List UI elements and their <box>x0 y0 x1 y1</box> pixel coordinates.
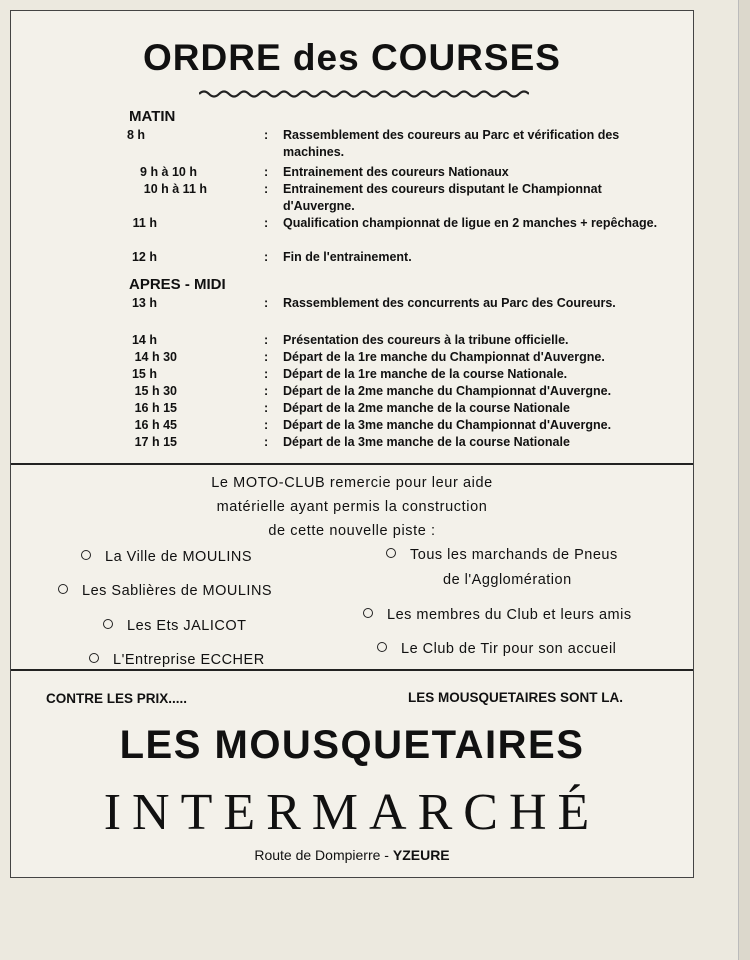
circle-bullet-icon <box>103 619 113 629</box>
afternoon-heading: APRES - MIDI <box>129 276 226 293</box>
sponsor-label: La Ville de MOULINS <box>105 549 253 565</box>
schedule-description: Rassemblement des coureurs au Parc et vérification des machines. <box>283 128 620 159</box>
schedule-description: Départ de la 1re manche de la course Nationale. <box>283 367 568 381</box>
sponsor-item <box>81 545 252 569</box>
page-title: ORDRE des COURSES <box>143 37 561 78</box>
thanks-line: Le MOTO-CLUB remercie pour leur aide <box>211 475 493 491</box>
sponsor-label: L'Entreprise ECCHER <box>113 652 265 668</box>
schedule-time: 10 h à 11 h <box>143 182 207 196</box>
schedule-colon: : <box>264 296 269 310</box>
program-page <box>10 10 694 878</box>
schedule-colon: : <box>264 182 269 196</box>
schedule-colon: : <box>264 350 269 364</box>
schedule-description: Départ de la 2me manche du Championnat d'Auvergne. <box>283 384 612 398</box>
schedule-time: 15 h <box>131 367 157 381</box>
schedule-colon: : <box>264 216 269 230</box>
address-street: Route de Dompierre - <box>254 847 393 863</box>
schedule-colon: : <box>264 435 269 449</box>
sponsor-label: Tous les marchands de Pneus <box>410 547 618 563</box>
schedule-colon: : <box>264 418 269 432</box>
schedule-colon: : <box>264 384 269 398</box>
schedule-time: 9 h à 10 h <box>140 165 197 179</box>
sponsor-label-continued: de l'Agglomération <box>443 572 572 588</box>
circle-bullet-icon <box>58 584 68 594</box>
sponsor-item <box>363 603 632 627</box>
circle-bullet-icon <box>377 642 387 652</box>
schedule-time: 12 h <box>131 250 157 264</box>
race-schedule <box>11 11 693 461</box>
address-town: YZEURE <box>392 847 450 863</box>
schedule-description: Rassemblement des concurrents au Parc des Coureurs. <box>283 296 616 310</box>
circle-bullet-icon <box>363 608 373 618</box>
store-address <box>11 847 693 863</box>
schedule-description: Entrainement des coureurs disputant le Championnat d'Auvergne. <box>283 182 602 213</box>
schedule-description: Départ de la 3me manche du Championnat d'Auvergne. <box>283 418 612 432</box>
schedule-time: 11 h <box>132 216 157 230</box>
schedule-description: Départ de la 1re manche du Championnat d'Auvergne. <box>283 350 605 364</box>
schedule-colon: : <box>264 333 269 347</box>
sponsor-label: Les Ets JALICOT <box>127 618 247 634</box>
schedule-description: Départ de la 3me manche de la course Nationale <box>283 435 570 449</box>
circle-bullet-icon <box>386 548 396 558</box>
sponsor-label: Les membres du Club et leurs amis <box>387 607 632 623</box>
thanks-line: de cette nouvelle piste : <box>268 523 436 539</box>
schedule-description: Qualification championnat de ligue en 2 manches + repêchage. <box>283 216 658 230</box>
section-divider <box>11 463 693 465</box>
circle-bullet-icon <box>81 550 91 560</box>
morning-heading: MATIN <box>129 108 176 125</box>
schedule-time: 14 h 30 <box>134 350 177 364</box>
section-divider <box>11 669 693 671</box>
schedule-time: 13 h <box>131 296 157 310</box>
sponsor-label: Le Club de Tir pour son accueil <box>401 641 617 657</box>
right-page-edge <box>738 0 750 960</box>
sponsor-item <box>58 579 272 603</box>
ad-slogan-left: CONTRE LES PRIX..... <box>46 691 188 706</box>
thanks-line: matérielle ayant permis la construction <box>216 499 488 515</box>
schedule-description: Entrainement des coureurs Nationaux <box>283 165 509 179</box>
sponsor-item <box>103 614 247 638</box>
schedule-time: 15 h 30 <box>134 384 177 398</box>
schedule-colon: : <box>264 250 269 264</box>
schedule-description: Présentation des coureurs à la tribune officielle. <box>283 333 569 347</box>
schedule-time: 14 h <box>131 333 157 347</box>
schedule-colon: : <box>264 367 269 381</box>
schedule-time: 16 h 15 <box>134 401 177 415</box>
schedule-time: 17 h 15 <box>134 435 177 449</box>
sponsor-item <box>377 637 616 661</box>
sponsor-item <box>386 543 618 567</box>
schedule-description: Fin de l'entrainement. <box>283 250 412 264</box>
schedule-colon: : <box>264 401 269 415</box>
brand-name: LES MOUSQUETAIRES <box>119 723 585 767</box>
ad-slogan-right: LES MOUSQUETAIRES SONT LA. <box>408 690 624 705</box>
circle-bullet-icon <box>89 653 99 663</box>
schedule-colon: : <box>264 165 269 179</box>
schedule-description: Départ de la 2me manche de la course Nationale <box>283 401 570 415</box>
store-logo: INTERMARCHÉ <box>103 784 601 841</box>
sponsor-label: Les Sablières de MOULINS <box>82 583 273 599</box>
schedule-time: 8 h <box>126 128 145 142</box>
schedule-time: 16 h 45 <box>134 418 177 432</box>
schedule-colon: : <box>264 128 269 142</box>
